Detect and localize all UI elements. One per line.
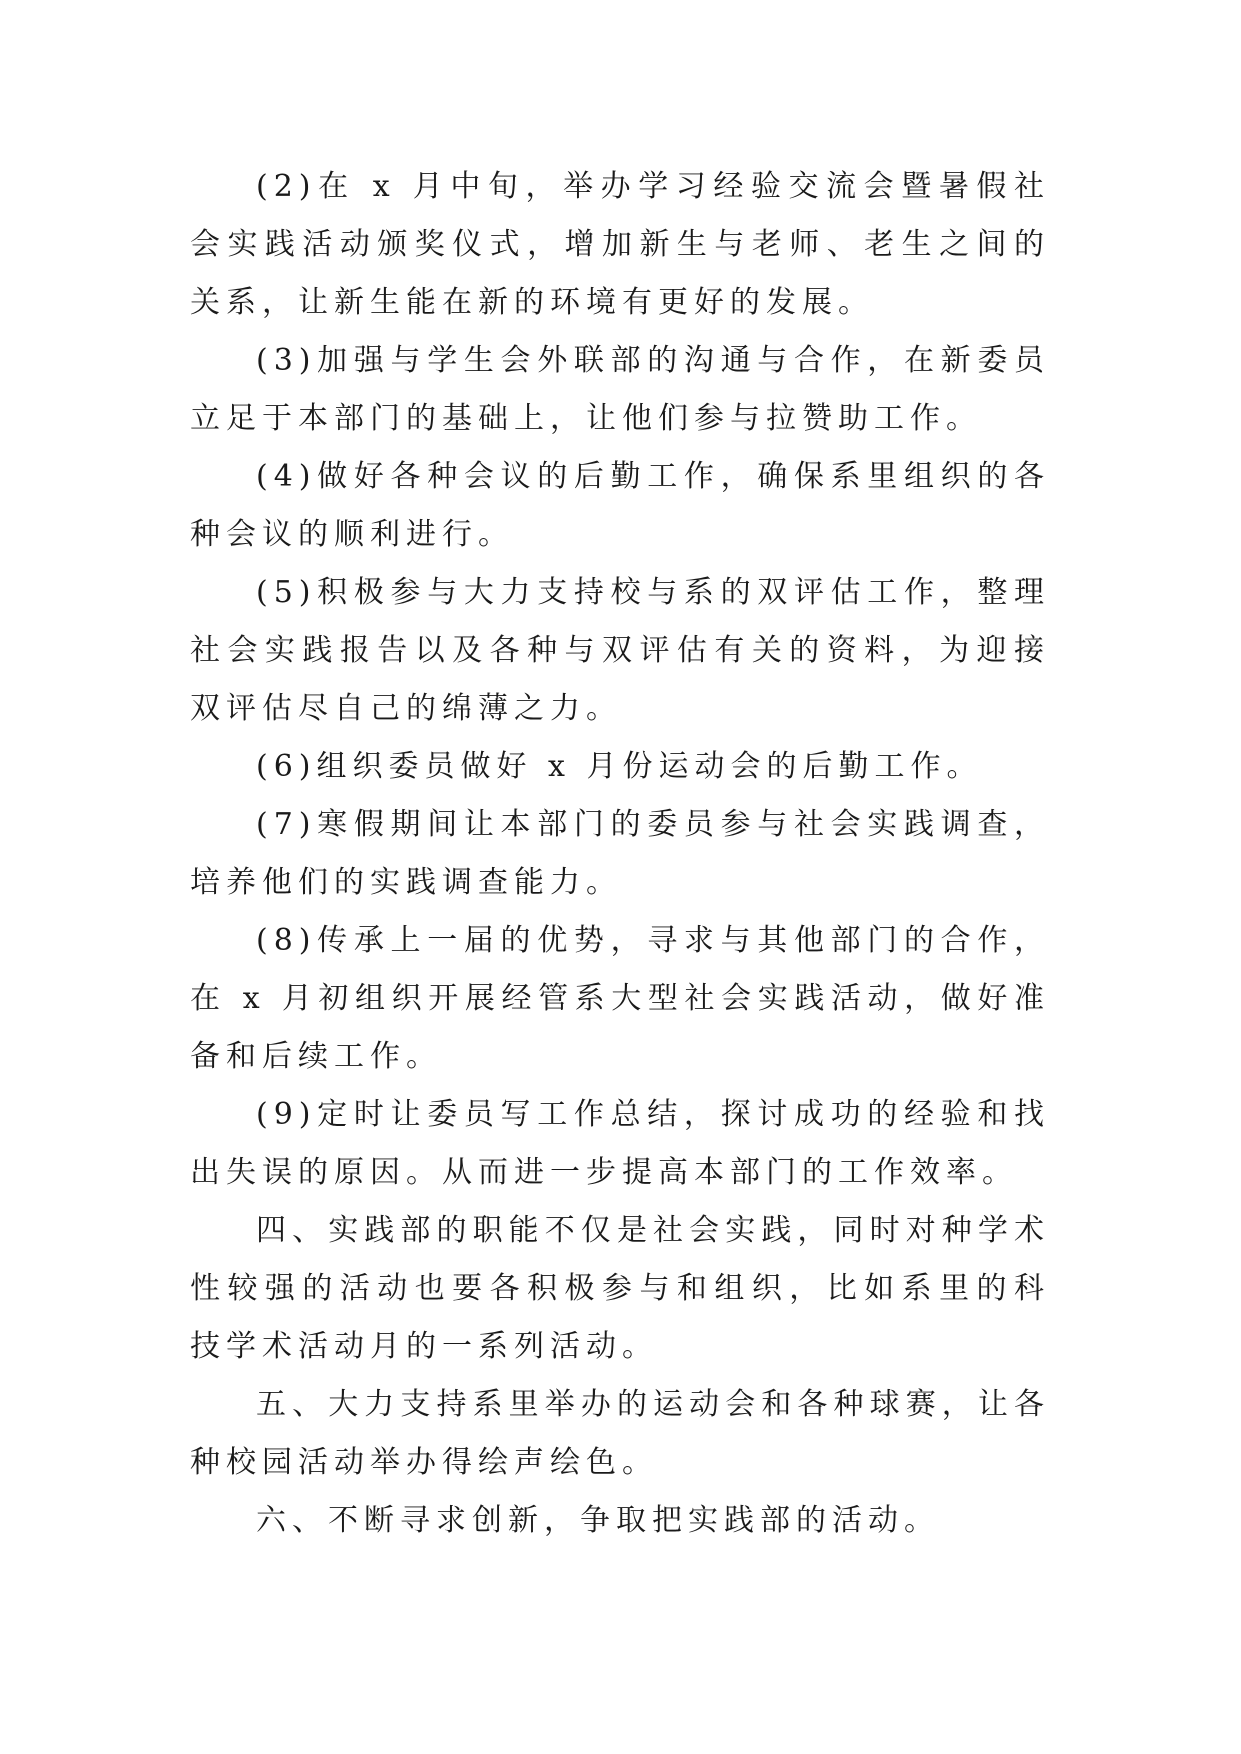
paragraph-item-7: (7)寒假期间让本部门的委员参与社会实践调查，培养他们的实践调查能力。 <box>190 807 1050 900</box>
paragraph-section-four: 四、实践部的职能不仅是社会实践，同时对种学术性较强的活动也要各积极参与和组织，比如系里的科技学术活动月的一系列活动。 <box>190 1213 1050 1364</box>
paragraph-item-2: (2)在 x 月中旬，举办学习经验交流会暨暑假社会实践活动颁奖仪式，增加新生与老师、老生之间的关系，让新生能在新的环境有更好的发展。 <box>190 169 1050 320</box>
paragraph-item-5: (5)积极参与大力支持校与系的双评估工作，整理社会实践报告以及各种与双评估有关的资料，为迎接双评估尽自己的绵薄之力。 <box>190 575 1050 726</box>
paragraph-section-five: 五、大力支持系里举办的运动会和各种球赛，让各种校园活动举办得绘声绘色。 <box>190 1387 1050 1480</box>
paragraph-item-3: (3)加强与学生会外联部的沟通与合作，在新委员立足于本部门的基础上，让他们参与拉赞助工作。 <box>190 343 1050 436</box>
paragraph-item-4: (4)做好各种会议的后勤工作，确保系里组织的各种会议的顺利进行。 <box>190 459 1050 552</box>
document-body <box>190 158 1050 1550</box>
paragraph-item-8: (8)传承上一届的优势，寻求与其他部门的合作，在 x 月初组织开展经管系大型社会实践活动，做好准备和后续工作。 <box>190 923 1050 1074</box>
paragraph-item-6: (6)组织委员做好 x 月份运动会的后勤工作。 <box>256 749 983 784</box>
paragraph-section-six: 六、不断寻求创新，争取把实践部的活动。 <box>256 1503 940 1538</box>
paragraph-item-9: (9)定时让委员写工作总结，探讨成功的经验和找出失误的原因。从而进一步提高本部门的工作效率。 <box>190 1097 1050 1190</box>
